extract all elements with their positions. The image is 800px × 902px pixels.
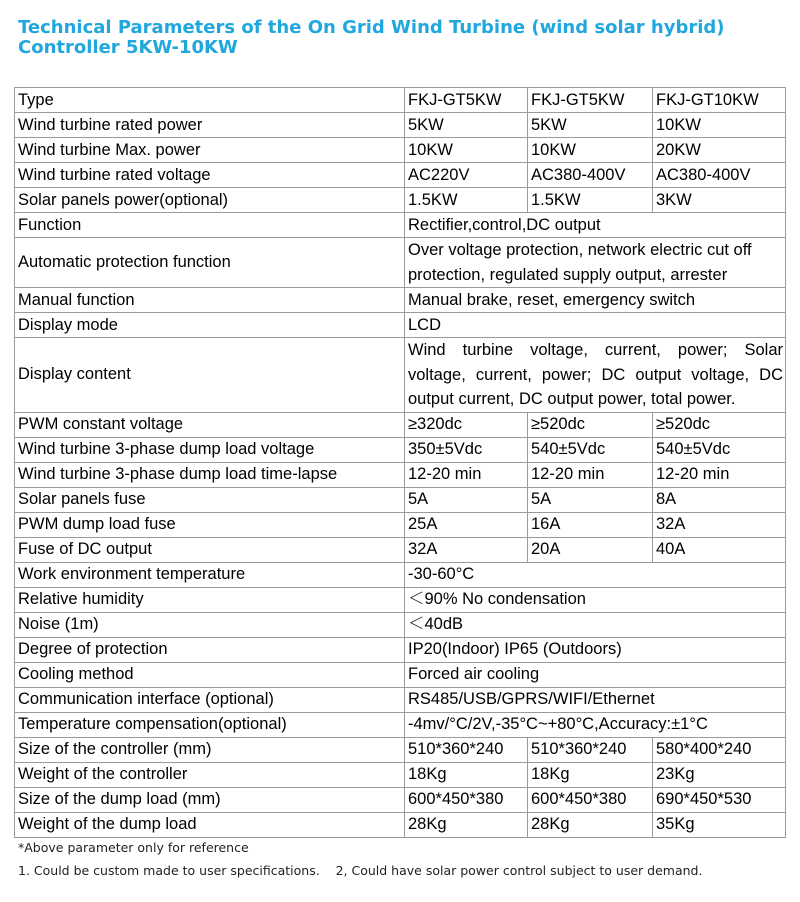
param-value: -30-60°C [405, 562, 786, 587]
table-row [15, 637, 786, 662]
param-label: Weight of the dump load [15, 812, 405, 837]
param-value: AC380-400V [653, 163, 786, 188]
param-value: 20A [528, 537, 653, 562]
param-value: 12-20 min [528, 462, 653, 487]
param-value: 40A [653, 537, 786, 562]
table-row [15, 762, 786, 787]
param-value: 510*360*240 [528, 737, 653, 762]
table-row [15, 188, 786, 213]
param-label: Solar panels fuse [15, 487, 405, 512]
param-value: 32A [405, 537, 528, 562]
table-row [15, 163, 786, 188]
param-value: 690*450*530 [653, 787, 786, 812]
param-value: ≥520dc [528, 412, 653, 437]
table-row [15, 113, 786, 138]
param-label: Communication interface (optional) [15, 687, 405, 712]
parameters-table [14, 87, 786, 838]
param-value: Forced air cooling [405, 662, 786, 687]
param-value: 600*450*380 [405, 787, 528, 812]
table-row [15, 412, 786, 437]
param-label: Wind turbine 3-phase dump load time-lapse [15, 462, 405, 487]
table-row [15, 787, 786, 812]
param-label: Wind turbine 3-phase dump load voltage [15, 437, 405, 462]
param-value: 600*450*380 [528, 787, 653, 812]
param-value: 12-20 min [653, 462, 786, 487]
param-value: 25A [405, 512, 528, 537]
table-row [15, 288, 786, 313]
param-value: 10KW [653, 113, 786, 138]
param-value: 5A [405, 487, 528, 512]
param-value: -4mv/°C/2V,-35°C~+80°C,Accuracy:±1°C [405, 712, 786, 737]
param-value: IP20(Indoor) IP65 (Outdoors) [405, 637, 786, 662]
param-value: 10KW [528, 138, 653, 163]
param-value: Wind turbine voltage, current, power; Solar voltage, current, power; DC output voltage, DC output current, DC output power, total power. [405, 338, 786, 413]
table-row [15, 238, 786, 288]
param-value: 35Kg [653, 812, 786, 837]
param-value: 540±5Vdc [653, 437, 786, 462]
param-label: Display content [15, 338, 405, 413]
param-label: PWM constant voltage [15, 412, 405, 437]
param-value: RS485/USB/GPRS/WIFI/Ethernet [405, 687, 786, 712]
param-label: PWM dump load fuse [15, 512, 405, 537]
param-value: Rectifier,control,DC output [405, 213, 786, 238]
param-value: 32A [653, 512, 786, 537]
param-value: 1.5KW [528, 188, 653, 213]
param-label: Wind turbine rated power [15, 113, 405, 138]
table-row [15, 487, 786, 512]
param-value: ＜90% No condensation [405, 587, 786, 612]
param-value: 5A [528, 487, 653, 512]
table-row [15, 712, 786, 737]
param-value: 540±5Vdc [528, 437, 653, 462]
table-row [15, 213, 786, 238]
reference-note: *Above parameter only for reference [18, 840, 249, 855]
param-value: 28Kg [528, 812, 653, 837]
param-value: Manual brake, reset, emergency switch [405, 288, 786, 313]
page-title: Technical Parameters of the On Grid Wind Turbine (wind solar hybrid) Controller 5KW-10KW [18, 17, 725, 58]
param-value: 1.5KW [405, 188, 528, 213]
param-label: Manual function [15, 288, 405, 313]
table-row [15, 687, 786, 712]
table-row [15, 812, 786, 837]
param-value: 18Kg [528, 762, 653, 787]
param-value: FKJ-GT10KW [653, 88, 786, 113]
table-row [15, 462, 786, 487]
param-value: FKJ-GT5KW [528, 88, 653, 113]
param-value: 5KW [528, 113, 653, 138]
param-value: 12-20 min [405, 462, 528, 487]
param-value: 8A [653, 487, 786, 512]
param-label: Work environment temperature [15, 562, 405, 587]
param-value: FKJ-GT5KW [405, 88, 528, 113]
table-row [15, 562, 786, 587]
table-row [15, 537, 786, 562]
param-label: Type [15, 88, 405, 113]
param-label: Function [15, 213, 405, 238]
table-row [15, 737, 786, 762]
param-label: Temperature compensation(optional) [15, 712, 405, 737]
param-value: 20KW [653, 138, 786, 163]
param-label: Weight of the controller [15, 762, 405, 787]
param-label: Fuse of DC output [15, 537, 405, 562]
param-label: Display mode [15, 313, 405, 338]
table-row [15, 338, 786, 413]
table-row [15, 437, 786, 462]
param-value: 18Kg [405, 762, 528, 787]
param-value: 16A [528, 512, 653, 537]
table-row [15, 313, 786, 338]
param-label: Wind turbine Max. power [15, 138, 405, 163]
param-value: 10KW [405, 138, 528, 163]
param-label: Solar panels power(optional) [15, 188, 405, 213]
param-value: ≥320dc [405, 412, 528, 437]
param-value: 5KW [405, 113, 528, 138]
param-value: 23Kg [653, 762, 786, 787]
param-value: LCD [405, 313, 786, 338]
table-row [15, 662, 786, 687]
table-row [15, 88, 786, 113]
param-value: AC380-400V [528, 163, 653, 188]
param-label: Relative humidity [15, 587, 405, 612]
param-value: Over voltage protection, network electric cut off protection, regulated supply output, arrester [405, 238, 786, 288]
table-row [15, 512, 786, 537]
param-value: 3KW [653, 188, 786, 213]
param-value: 350±5Vdc [405, 437, 528, 462]
param-value: AC220V [405, 163, 528, 188]
param-label: Size of the controller (mm) [15, 737, 405, 762]
param-label: Wind turbine rated voltage [15, 163, 405, 188]
param-value: 28Kg [405, 812, 528, 837]
table-row [15, 612, 786, 637]
param-label: Automatic protection function [15, 238, 405, 288]
custom-note: 1. Could be custom made to user specifications. 2, Could have solar power control subject to user demand. [18, 863, 703, 878]
param-value: 580*400*240 [653, 737, 786, 762]
table-row [15, 138, 786, 163]
param-label: Degree of protection [15, 637, 405, 662]
table-row [15, 587, 786, 612]
param-label: Size of the dump load (mm) [15, 787, 405, 812]
param-value: 510*360*240 [405, 737, 528, 762]
param-label: Cooling method [15, 662, 405, 687]
param-value: ＜40dB [405, 612, 786, 637]
param-label: Noise (1m) [15, 612, 405, 637]
param-value: ≥520dc [653, 412, 786, 437]
